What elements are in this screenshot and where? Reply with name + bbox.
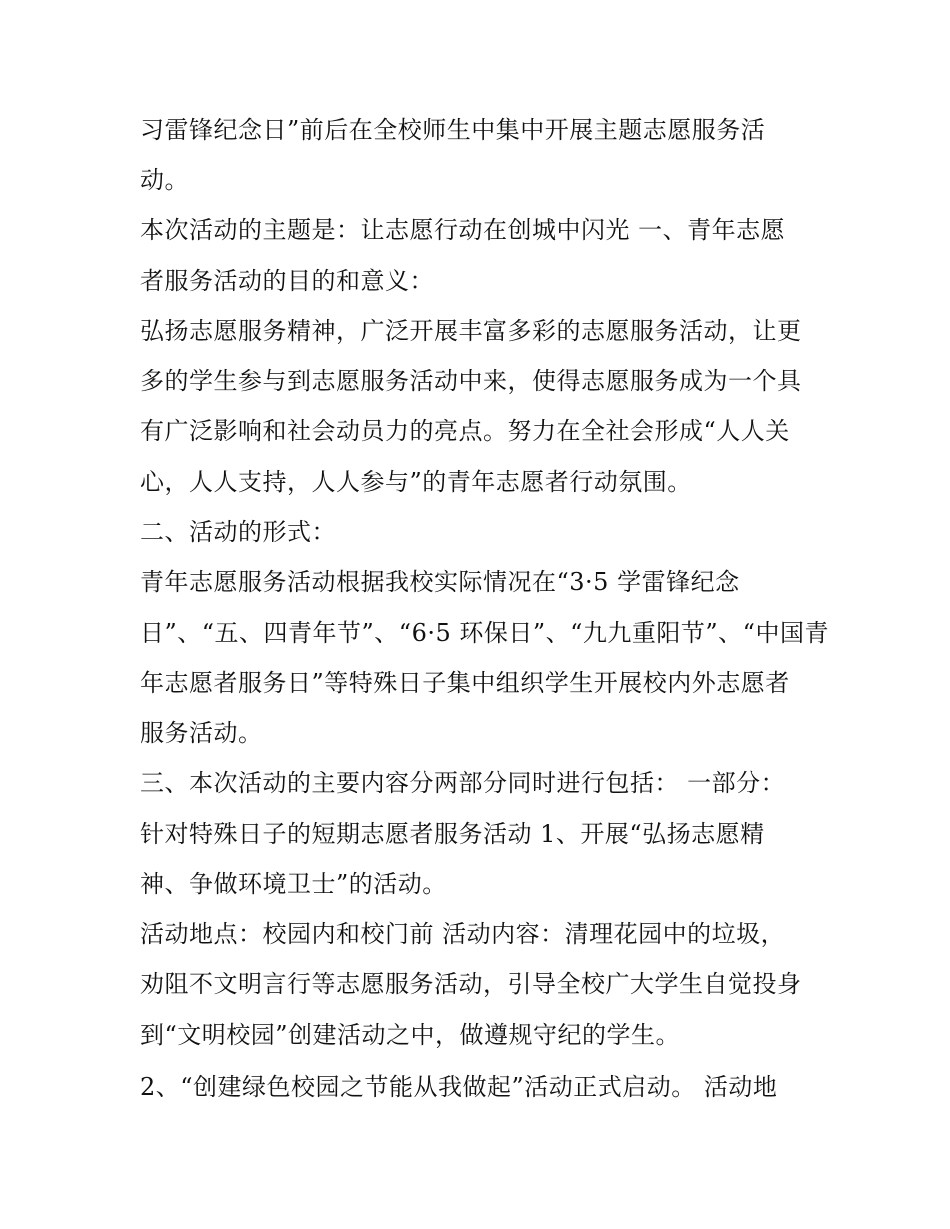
text-line: 多的学生参与到志愿服务活动中来，使得志愿服务成为一个具 (140, 367, 802, 395)
text-line: 2、“创建绿色校园之节能从我做起”活动正式启动。 活动地 (140, 1073, 778, 1101)
text-line: 到“文明校园”创建活动之中，做遵规守纪的学生。 (140, 1021, 681, 1049)
text-line: 本次活动的主题是：让志愿行动在创城中闪光 一、青年志愿 (140, 216, 786, 244)
text-line: 动。 (140, 166, 189, 194)
text-line: 服务活动。 (140, 719, 263, 747)
text-line: 针对特殊日子的短期志愿者服务活动 1、开展“弘扬志愿精 (140, 820, 765, 848)
text-line: 习雷锋纪念日”前后在全校师生中集中开展主题志愿服务活 (140, 116, 766, 144)
text-line: 活动地点：校园内和校门前 活动内容：清理花园中的垃圾， (140, 920, 786, 948)
text-line: 弘扬志愿服务精神，广泛开展丰富多彩的志愿服务活动，让更 (140, 317, 802, 345)
section-heading: 二、活动的形式： (140, 518, 336, 546)
text-line: 者服务活动的目的和意义： (140, 267, 434, 295)
text-line: 劝阻不文明言行等志愿服务活动，引导全校广大学生自觉投身 (140, 970, 802, 998)
text-line: 年志愿者服务日”等特殊日子集中组织学生开展校内外志愿者 (140, 669, 790, 697)
text-line: 青年志愿服务活动根据我校实际情况在“3·5 学雷锋纪念 (140, 568, 740, 596)
text-line: 有广泛影响和社会动员力的亮点。努力在全社会形成“人人关 (140, 417, 790, 445)
text-line: 心，人人支持，人人参与”的青年志愿者行动氛围。 (140, 468, 692, 496)
section-heading: 三、本次活动的主要内容分两部分同时进行包括： 一部分： (140, 769, 786, 797)
text-line: 神、争做环境卫士”的活动。 (140, 870, 447, 898)
text-line: 日”、“五、四青年节”、“6·5 环保日”、“九九重阳节”、“中国青 (140, 619, 829, 647)
